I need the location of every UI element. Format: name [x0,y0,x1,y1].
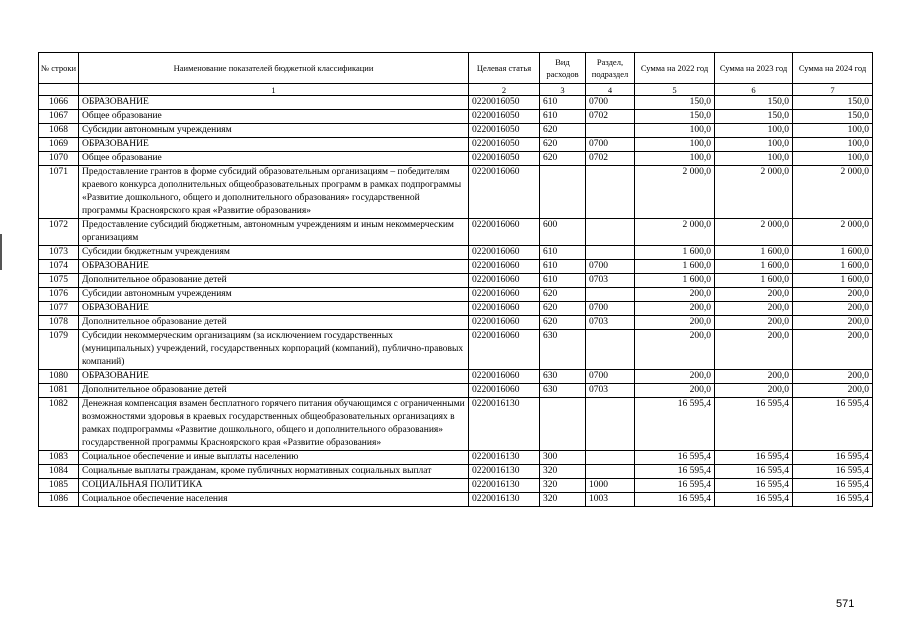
row-number-cell: 1085 [39,479,79,493]
scan-edge-mark [0,234,2,270]
sum-2024-cell: 200,0 [793,302,873,316]
sum-2023-cell: 16 595,4 [715,451,793,465]
row-number-cell: 1083 [39,451,79,465]
sum-2024-cell: 100,0 [793,152,873,166]
sum-2022-cell: 100,0 [635,138,715,152]
row-number-cell: 1078 [39,316,79,330]
sum-2022-cell: 200,0 [635,302,715,316]
sum-2024-cell: 16 595,4 [793,493,873,507]
column-number-row [39,84,873,96]
indicator-name-cell: Субсидии автономным учреждениям [79,124,469,138]
target-article-cell: 0220016130 [469,479,540,493]
sum-2024-cell: 16 595,4 [793,451,873,465]
indicator-name-cell: Субсидии некоммерческим организациям (за исключением государственных (муниципальных) учреждений, государственных корпораций (компаний), публично-правовых компаний) [79,330,469,370]
indicator-name-cell: Общее образование [79,110,469,124]
expense-type-cell: 620 [540,302,586,316]
indicator-name-cell: Социальное обеспечение населения [79,493,469,507]
row-number-cell: 1079 [39,330,79,370]
sum-2023-cell: 200,0 [715,370,793,384]
sum-2022-cell: 200,0 [635,288,715,302]
table-row [39,316,873,330]
sum-2024-cell: 1 600,0 [793,246,873,260]
section-code-cell [586,330,635,370]
row-number-cell: 1070 [39,152,79,166]
expense-type-cell: 620 [540,316,586,330]
sum-2024-cell: 150,0 [793,110,873,124]
indicator-name-cell: Субсидии бюджетным учреждениям [79,246,469,260]
expense-type-cell: 600 [540,219,586,246]
sum-2022-cell: 16 595,4 [635,465,715,479]
sum-2024-cell: 1 600,0 [793,274,873,288]
section-code-cell [586,124,635,138]
sum-2023-cell: 100,0 [715,138,793,152]
expense-type-cell: 630 [540,330,586,370]
header-row [39,53,873,84]
indicator-name-cell: ОБРАЗОВАНИЕ [79,138,469,152]
table-row [39,138,873,152]
sum-2023-cell: 150,0 [715,110,793,124]
indicator-name-cell: Предоставление грантов в форме субсидий образовательным организациям – победителям краевого конкурса дополнительных общеобразовательных программ в рамках подпрограммы «Развитие дошкольного, общего и дополнительного образования» государственной программы Красноярского края «Развитие образования» [79,166,469,219]
sum-2024-cell: 2 000,0 [793,166,873,219]
table-row [39,274,873,288]
indicator-name-cell: ОБРАЗОВАНИЕ [79,260,469,274]
target-article-cell: 0220016050 [469,138,540,152]
sum-2023-cell: 200,0 [715,302,793,316]
sum-2022-cell: 150,0 [635,96,715,110]
header-indicator-name: Наименование показателей бюджетной классификации [79,53,469,84]
indicator-name-cell: Дополнительное образование детей [79,316,469,330]
sum-2022-cell: 1 600,0 [635,274,715,288]
sum-2023-cell: 200,0 [715,316,793,330]
indicator-name-cell: Социальное обеспечение и иные выплаты населению [79,451,469,465]
row-number-cell: 1072 [39,219,79,246]
target-article-cell: 0220016060 [469,166,540,219]
expense-type-cell: 320 [540,479,586,493]
sum-2023-cell: 200,0 [715,384,793,398]
expense-type-cell: 620 [540,152,586,166]
expense-type-cell: 300 [540,451,586,465]
sum-2022-cell: 200,0 [635,370,715,384]
header-row-number: № строки [39,53,79,84]
section-code-cell: 0700 [586,302,635,316]
expense-type-cell: 320 [540,465,586,479]
section-code-cell: 0700 [586,260,635,274]
target-article-cell: 0220016050 [469,124,540,138]
row-number-cell: 1069 [39,138,79,152]
table-row [39,260,873,274]
row-number-cell: 1077 [39,302,79,316]
sum-2023-cell: 2 000,0 [715,219,793,246]
row-number-cell: 1082 [39,398,79,451]
budget-table [38,52,873,507]
sum-2022-cell: 16 595,4 [635,493,715,507]
table-row [39,384,873,398]
sum-2024-cell: 150,0 [793,96,873,110]
sum-2022-cell: 150,0 [635,110,715,124]
target-article-cell: 0220016130 [469,451,540,465]
target-article-cell: 0220016050 [469,96,540,110]
section-code-cell: 0703 [586,274,635,288]
section-code-cell: 0703 [586,316,635,330]
table-row [39,219,873,246]
row-number-cell: 1068 [39,124,79,138]
sum-2023-cell: 1 600,0 [715,274,793,288]
expense-type-cell: 630 [540,384,586,398]
table-row [39,479,873,493]
sum-2023-cell: 2 000,0 [715,166,793,219]
sum-2024-cell: 100,0 [793,138,873,152]
header-sum-2023: Сумма на 2023 год [715,53,793,84]
target-article-cell: 0220016050 [469,152,540,166]
table-body [39,96,873,507]
sum-2024-cell: 2 000,0 [793,219,873,246]
section-code-cell [586,465,635,479]
sum-2024-cell: 200,0 [793,316,873,330]
expense-type-cell: 620 [540,138,586,152]
column-number-spacer [39,84,79,96]
table-row [39,124,873,138]
table-row [39,246,873,260]
column-number: 7 [793,84,873,96]
sum-2024-cell: 16 595,4 [793,465,873,479]
column-number: 4 [586,84,635,96]
indicator-name-cell: Субсидии автономным учреждениям [79,288,469,302]
sum-2023-cell: 16 595,4 [715,465,793,479]
sum-2024-cell: 16 595,4 [793,398,873,451]
column-number: 2 [469,84,540,96]
target-article-cell: 0220016050 [469,110,540,124]
target-article-cell: 0220016060 [469,302,540,316]
sum-2024-cell: 200,0 [793,370,873,384]
expense-type-cell: 320 [540,493,586,507]
sum-2022-cell: 2 000,0 [635,166,715,219]
sum-2022-cell: 16 595,4 [635,451,715,465]
target-article-cell: 0220016060 [469,316,540,330]
sum-2022-cell: 200,0 [635,330,715,370]
sum-2023-cell: 16 595,4 [715,398,793,451]
indicator-name-cell: Дополнительное образование детей [79,274,469,288]
expense-type-cell: 610 [540,260,586,274]
target-article-cell: 0220016060 [469,274,540,288]
sum-2023-cell: 16 595,4 [715,479,793,493]
row-number-cell: 1074 [39,260,79,274]
row-number-cell: 1066 [39,96,79,110]
sum-2024-cell: 16 595,4 [793,479,873,493]
sum-2023-cell: 200,0 [715,330,793,370]
table-row [39,370,873,384]
sum-2022-cell: 16 595,4 [635,479,715,493]
column-number: 6 [715,84,793,96]
target-article-cell: 0220016130 [469,493,540,507]
header-target-article: Целевая статья [469,53,540,84]
sum-2024-cell: 200,0 [793,288,873,302]
row-number-cell: 1073 [39,246,79,260]
target-article-cell: 0220016130 [469,465,540,479]
section-code-cell [586,398,635,451]
sum-2022-cell: 200,0 [635,316,715,330]
sum-2022-cell: 2 000,0 [635,219,715,246]
section-code-cell: 0700 [586,138,635,152]
header-section: Раздел, подраздел [586,53,635,84]
target-article-cell: 0220016060 [469,384,540,398]
expense-type-cell: 620 [540,124,586,138]
sum-2023-cell: 200,0 [715,288,793,302]
sum-2024-cell: 1 600,0 [793,260,873,274]
expense-type-cell [540,166,586,219]
section-code-cell: 0700 [586,96,635,110]
row-number-cell: 1080 [39,370,79,384]
indicator-name-cell: ОБРАЗОВАНИЕ [79,302,469,316]
indicator-name-cell: Социальные выплаты гражданам, кроме публичных нормативных социальных выплат [79,465,469,479]
header-sum-2024: Сумма на 2024 год [793,53,873,84]
sum-2022-cell: 1 600,0 [635,246,715,260]
sum-2022-cell: 200,0 [635,384,715,398]
section-code-cell [586,451,635,465]
indicator-name-cell: Предоставление субсидий бюджетным, автономным учреждениям и иным некоммерческим организациям [79,219,469,246]
column-number: 1 [79,84,469,96]
table-row [39,451,873,465]
column-number: 5 [635,84,715,96]
expense-type-cell: 610 [540,274,586,288]
target-article-cell: 0220016130 [469,398,540,451]
table-row [39,330,873,370]
indicator-name-cell: Дополнительное образование детей [79,384,469,398]
header-expense-type: Вид расходов [540,53,586,84]
indicator-name-cell: ОБРАЗОВАНИЕ [79,96,469,110]
row-number-cell: 1081 [39,384,79,398]
target-article-cell: 0220016060 [469,246,540,260]
table-row [39,110,873,124]
row-number-cell: 1067 [39,110,79,124]
column-number: 3 [540,84,586,96]
section-code-cell: 1000 [586,479,635,493]
expense-type-cell: 610 [540,246,586,260]
target-article-cell: 0220016060 [469,370,540,384]
page-number: 571 [836,598,855,610]
table-row [39,96,873,110]
section-code-cell: 0700 [586,370,635,384]
sum-2024-cell: 200,0 [793,330,873,370]
expense-type-cell: 620 [540,288,586,302]
target-article-cell: 0220016060 [469,260,540,274]
table-row [39,465,873,479]
section-code-cell [586,288,635,302]
table-row [39,166,873,219]
header-sum-2022: Сумма на 2022 год [635,53,715,84]
row-number-cell: 1086 [39,493,79,507]
expense-type-cell: 610 [540,96,586,110]
section-code-cell: 0702 [586,152,635,166]
indicator-name-cell: ОБРАЗОВАНИЕ [79,370,469,384]
table-row [39,302,873,316]
sum-2022-cell: 16 595,4 [635,398,715,451]
table-row [39,493,873,507]
section-code-cell: 1003 [586,493,635,507]
expense-type-cell [540,398,586,451]
indicator-name-cell: Общее образование [79,152,469,166]
expense-type-cell: 630 [540,370,586,384]
sum-2023-cell: 16 595,4 [715,493,793,507]
section-code-cell [586,219,635,246]
row-number-cell: 1076 [39,288,79,302]
table-row [39,152,873,166]
row-number-cell: 1084 [39,465,79,479]
target-article-cell: 0220016060 [469,219,540,246]
target-article-cell: 0220016060 [469,330,540,370]
row-number-cell: 1075 [39,274,79,288]
sum-2023-cell: 1 600,0 [715,246,793,260]
table-row [39,288,873,302]
section-code-cell: 0702 [586,110,635,124]
sum-2024-cell: 100,0 [793,124,873,138]
indicator-name-cell: Денежная компенсация взамен бесплатного горячего питания обучающимся с ограниченными возможностями здоровья в краевых государственных общеобразовательных организациях в рамках подпрограммы «Развитие дошкольного, общего и дополнительного образования» государственной программы Красноярского края «Развитие образования» [79,398,469,451]
sum-2023-cell: 100,0 [715,124,793,138]
sum-2022-cell: 100,0 [635,152,715,166]
sum-2022-cell: 100,0 [635,124,715,138]
section-code-cell: 0703 [586,384,635,398]
target-article-cell: 0220016060 [469,288,540,302]
section-code-cell [586,166,635,219]
indicator-name-cell: СОЦИАЛЬНАЯ ПОЛИТИКА [79,479,469,493]
sum-2023-cell: 100,0 [715,152,793,166]
expense-type-cell: 610 [540,110,586,124]
row-number-cell: 1071 [39,166,79,219]
table-row [39,398,873,451]
sum-2024-cell: 200,0 [793,384,873,398]
sum-2022-cell: 1 600,0 [635,260,715,274]
section-code-cell [586,246,635,260]
sum-2023-cell: 150,0 [715,96,793,110]
sum-2023-cell: 1 600,0 [715,260,793,274]
